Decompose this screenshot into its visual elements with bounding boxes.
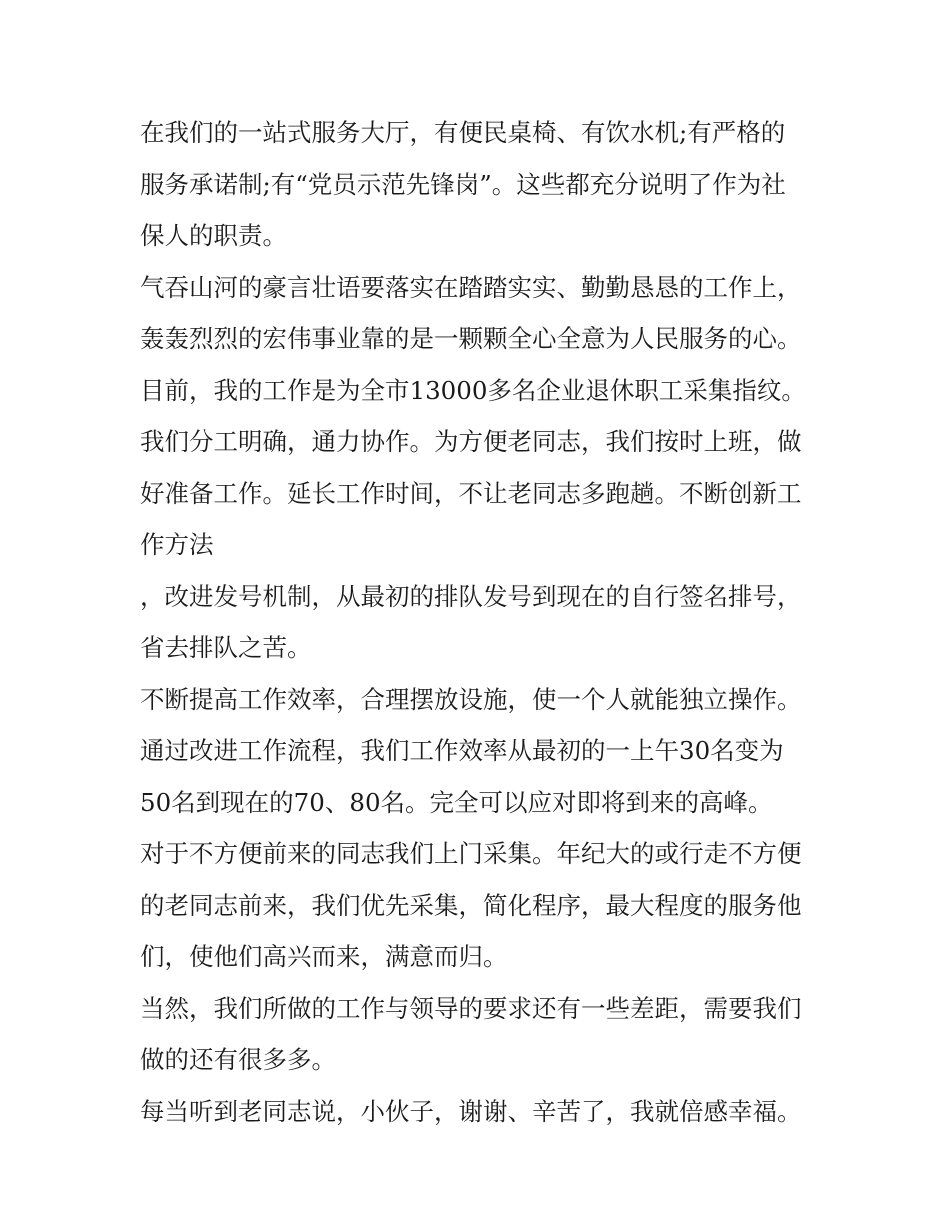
text-line: 不断提高工作效率，合理摆放设施，使一个人就能独立操作。 [140,684,802,714]
text-line: 好准备工作。延长工作时间，不让老同志多跑趟。不断创新工 [140,478,802,508]
text-line: 我们分工明确，通力协作。为方便老同志，我们按时上班，做 [140,427,802,456]
text-line: 省去排队之苦。 [140,633,312,662]
text-line: 做的还有很多多。 [140,1045,336,1074]
text-line: 们，使他们高兴而来，满意而归。 [140,942,508,971]
text-line: 轰轰烈烈的宏伟事业靠的是一颗颗全心全意为人民服务的心。 [140,324,802,353]
text-line: 对于不方便前来的同志我们上门采集。年纪大的或行走不方便 [140,839,802,868]
text-line: 50名到现在的70、80名。完全可以应对即将到来的高峰。 [140,787,773,817]
text-line: 在我们的一站式服务大厅，有便民桌椅、有饮水机;有严格的 [140,118,786,147]
text-line: 作方法 [140,530,214,559]
body-text [140,107,830,1137]
text-line: 目前，我的工作是为全市13000多名企业退休职工采集指纹。 [140,375,806,405]
text-line: 保人的职责。 [140,221,287,250]
text-line: 的老同志前来，我们优先采集，简化程序，最大程度的服务他 [140,890,802,920]
text-line: 通过改进工作流程，我们工作效率从最初的一上午30名变为 [140,736,784,765]
text-line: 气吞山河的豪言壮语要落实在踏踏实实、勤勤恳恳的工作上， [140,272,802,302]
text-line: ，改进发号机制，从最初的排队发号到现在的自行签名排号， [140,581,802,611]
text-line: 当然，我们所做的工作与领导的要求还有一些差距，需要我们 [140,993,802,1023]
text-line: 服务承诺制;有“党员示范先锋岗”。这些都充分说明了作为社 [140,169,786,199]
text-line: 每当听到老同志说，小伙子，谢谢、辛苦了，我就倍感幸福。 [140,1096,802,1126]
